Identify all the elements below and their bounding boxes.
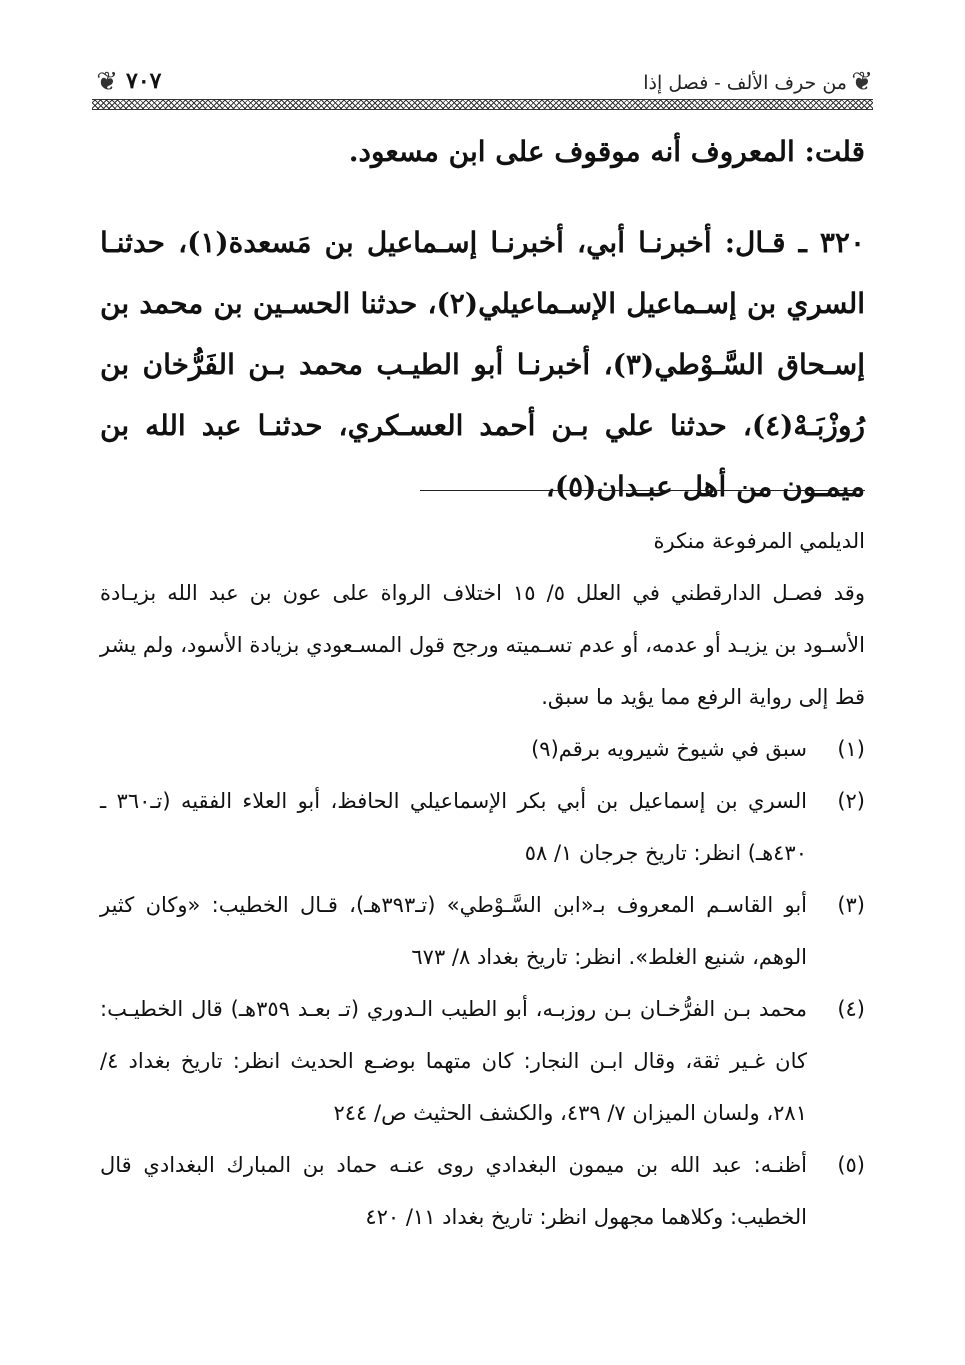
footnote-continuation-line: الديلمي المرفوعة منكرة — [653, 529, 865, 553]
footnote-number: (١) — [837, 737, 865, 761]
floral-ornament-icon: ❦ — [851, 67, 873, 97]
footnote-number: (٢) — [837, 789, 865, 813]
running-title: من حرف الألف - فصل إذا — [643, 72, 847, 94]
footnote-number: (٣) — [837, 893, 865, 917]
footnote-item — [100, 983, 865, 1139]
footnote-number: (٤) — [837, 997, 865, 1021]
page-header — [92, 58, 873, 104]
main-text — [100, 132, 865, 517]
footnote-text: السري بن إسماعيل بن أبي بكر الإسماعيلي الحافظ، أبو العلاء الفقيه (تـ٣٦٠ ـ ٤٣٠هـ) انظر: تاريخ جرجان ١/ ٥٨ — [100, 789, 807, 865]
author-note: قلت: المعروف أنه موقوف على ابن مسعود. — [348, 135, 865, 168]
footnote-item — [100, 1139, 865, 1243]
footnote-text: أبو القاسـم المعروف بـ«ابن السَّـوْطي» (تـ٣٩٣هـ)، قـال الخطيب: «وكان كثير الوهم، شنيع الغلط». انظر: تاريخ بغداد ٨/ ٦٧٣ — [100, 893, 808, 969]
footnote-text: محمد بـن الفرُّخـان بـن روزبـه، أبو الطيب الـدوري (تـ بعـد ٣٥٩هـ) قال الخطيـب: كان غـير ثقة، وقال ابـن النجار: كان متهما بوضـع الحديث انظر: تاريخ بغداد ٤/ ٢٨١، ولسان الميزان ٧/ ٤٣٩، والكشف الحثيث ص/ ٢٤٤ — [100, 997, 807, 1125]
footnote-text: سبق في شيوخ شيرويه برقم(٩) — [531, 737, 807, 761]
floral-ornament-icon: ❦ — [96, 67, 118, 97]
page-number: ٧٠٧ — [126, 68, 162, 94]
footnote-item — [100, 775, 865, 879]
footnote-item — [100, 723, 865, 775]
footnote-continuation — [100, 515, 865, 723]
footnote-separator — [420, 490, 865, 491]
footnote-number: (٥) — [837, 1153, 865, 1177]
decorative-header-rule — [92, 99, 873, 110]
footnotes-section — [100, 515, 865, 1243]
footnote-text: أظنـه: عبد الله بن ميمون البغدادي روى عنـه حماد بن المبارك البغدادي قال الخطيب: وكلاهما مجهول انظر: تاريخ بغداد ١١/ ٤٢٠ — [100, 1153, 807, 1229]
footnote-item — [100, 879, 865, 983]
hadith-paragraph: ٣٢٠ ـ قـال: أخبرنـا أبي، أخبرنـا إسـماعيل بن مَسعدة(١)، حدثنـا السري بن إسـماعيل الإسـماعيلي(٢)، حدثنا الحسـين بن محمد بن إسـحاق السَّـوْطي(٣)، أخبرنـا أبو الطيـب محمد بـن الفَرُّخان بن رُوزْبَـهْ(٤)، حدثنا علي بـن أحمد العسـكري، حدثنـا عبد الله بن ميمـون من أهل عبـدان(٥)، — [100, 226, 866, 503]
footnote-continuation-paragraph: وقد فصـل الدارقطني في العلل ٥/ ١٥ اختلاف الرواة على عون بن عبد الله بزيـادة الأسـود بن يزيـد أو عدمه، أو عدم تسـميته ورجح قول المسـعودي بزيادة الأسود، ولم يشر قط إلى رواية الرفع مما يؤيد ما سبق. — [100, 581, 865, 709]
